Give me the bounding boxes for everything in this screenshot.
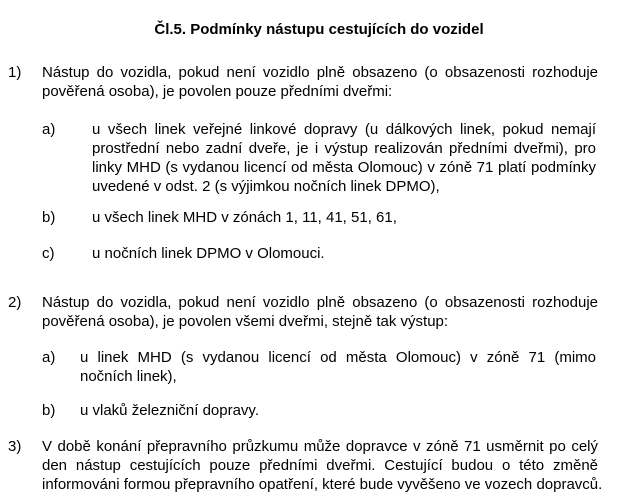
item-text-line: Nástup do vozidla, pokud není vozidlo plně obsazeno (o obsazenosti rozhoduje <box>42 64 598 81</box>
subitem-label: b) <box>42 402 56 419</box>
item-number: 3) <box>8 438 22 455</box>
item-text-line: informováni formou přepravního opatření, které bude vyvěšeno ve vozech dopravců. <box>42 476 603 493</box>
subitem-label: b) <box>42 209 56 226</box>
item-number: 1) <box>8 64 22 81</box>
subitem-text-line: u všech linek veřejné linkové dopravy (u dálkových linek, pokud nemají <box>92 121 596 138</box>
subitem-text-line: prostřední nebo zadní dveře, je i výstup realizován předními dveřmi), pro <box>92 140 596 157</box>
item-text-line: pověřená osoba), je povolen pouze předními dveřmi: <box>42 83 393 100</box>
subitem-text-line: uvedené v odst. 2 (s výjimkou nočních linek DPMO), <box>92 178 440 195</box>
subitem-label: c) <box>42 245 55 262</box>
article-heading: Čl.5. Podmínky nástupu cestujících do vozidel <box>154 21 484 38</box>
item-text-line: Nástup do vozidla, pokud není vozidlo plně obsazeno (o obsazenosti rozhoduje <box>42 294 598 311</box>
item-text-line: V době konání přepravního průzkumu může dopravce v zóně 71 usměrnit po celý <box>42 438 598 455</box>
subitem-text-line: u vlaků železniční dopravy. <box>80 402 259 419</box>
item-number: 2) <box>8 294 22 311</box>
item-text-line: den nástup cestujících pouze předními dveřmi. Cestující budou o této změně <box>42 457 598 474</box>
subitem-label: a) <box>42 349 56 366</box>
subitem-text-line: u všech linek MHD v zónách 1, 11, 41, 51, 61, <box>92 209 397 226</box>
subitem-text-line: u linek MHD (s vydanou licencí od města Olomouc) v zóně 71 (mimo <box>80 349 596 366</box>
subitem-label: a) <box>42 121 56 138</box>
subitem-text-line: nočních linek), <box>80 368 177 385</box>
subitem-text-line: linky MHD (s vydanou licencí od města Olomouc) v zóně 71 platí podmínky <box>92 159 596 176</box>
item-text-line: pověřená osoba), je povolen všemi dveřmi, stejně tak výstup: <box>42 313 449 330</box>
subitem-text-line: u nočních linek DPMO v Olomouci. <box>92 245 325 262</box>
